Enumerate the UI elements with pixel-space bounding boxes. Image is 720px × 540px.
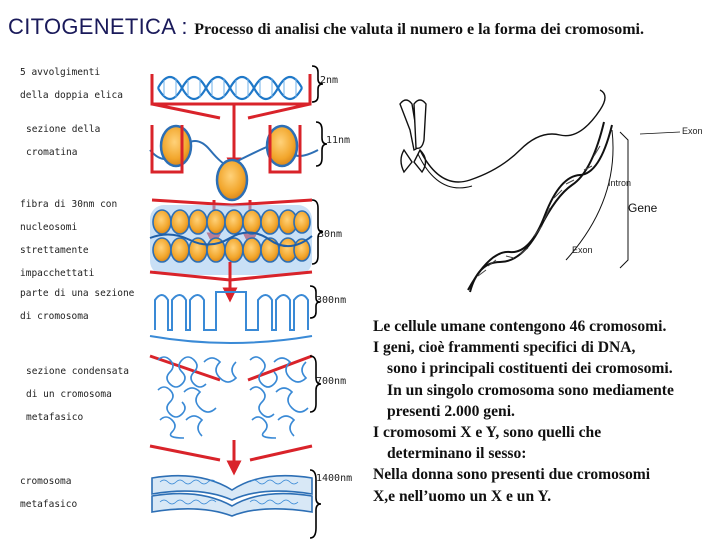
size-label-11nm: 11nm <box>326 135 351 146</box>
size-brackets <box>310 66 327 538</box>
level-label-fiber: fibra di 30nm con nucleosomi strettamente impacchettati <box>20 199 118 279</box>
gene-label: Gene <box>628 201 658 215</box>
fact-line: determinano il sesso: <box>387 445 527 463</box>
level-label-metaphase: cromosoma metafasico <box>20 476 78 510</box>
dna-double-helix <box>158 77 302 99</box>
size-label-30nm: 30nm <box>318 229 343 240</box>
level-label-condensed: sezione condensata di un cromosoma metafasico <box>26 366 129 423</box>
level-label-section: parte di una sezione di cromosoma <box>20 288 135 322</box>
fact-line: presenti 2.000 geni. <box>387 402 515 420</box>
metaphase-chromosome <box>152 476 312 516</box>
fact-line: I geni, cioè frammenti specifici di DNA, <box>373 339 636 357</box>
fact-line: Nella donna sono presenti due cromosomi <box>373 466 651 484</box>
level-label-chromatin: sezione della cromatina <box>26 124 101 158</box>
title-separator: : <box>175 14 195 39</box>
fact-line: In un singolo cromosoma sono mediamente <box>387 381 674 399</box>
size-label-1400nm: 1400nm <box>316 473 353 484</box>
fact-line: X,e nell’uomo un X e un Y. <box>373 487 552 505</box>
exon-top-label: Exon <box>682 126 703 136</box>
fact-line: sono i principali costituenti dei cromosomi. <box>387 360 673 378</box>
condensed-chromosome-section <box>158 357 308 438</box>
intron-label: Intron <box>608 178 632 188</box>
level-label-helix: 5 avvolgimenti della doppia elica <box>20 67 123 101</box>
size-label-2nm: 2nm <box>320 75 339 86</box>
funnel-arrows-5 <box>150 440 312 468</box>
title-subtitle: Processo di analisi che valuta il numero e la forma dei cromosomi. <box>194 21 644 38</box>
exon-bottom-label: Exon <box>572 245 593 255</box>
chromosome-facts <box>373 316 718 507</box>
gene-figure <box>400 90 703 292</box>
fact-line: I cromosomi X e Y, sono quelli che <box>373 424 602 442</box>
title-main: CITOGENETICA <box>8 14 175 39</box>
looped-chromatin-section <box>150 292 312 343</box>
size-label-700nm: 700nm <box>316 376 347 387</box>
fact-line: Le cellule umane contengono 46 cromosomi. <box>373 318 667 335</box>
size-label-300nm: 300nm <box>316 295 347 306</box>
